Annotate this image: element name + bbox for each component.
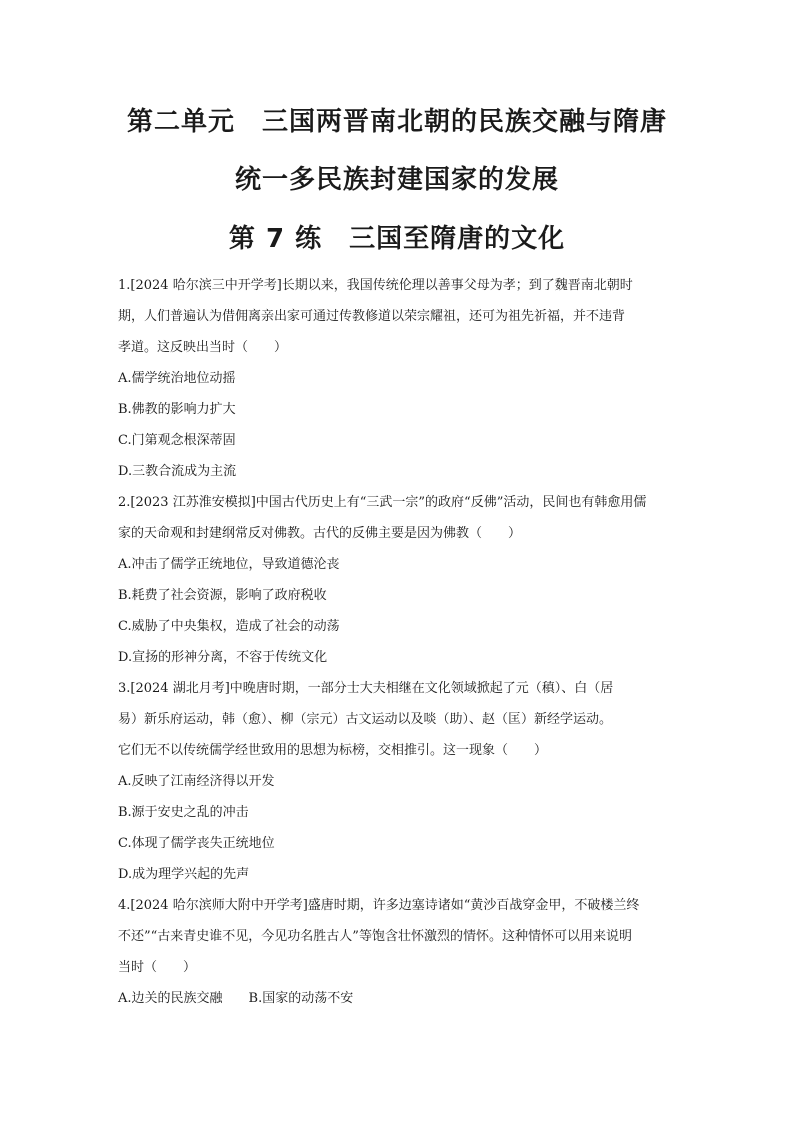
lesson-title: 第 7 练 三国至隋唐的文化: [228, 224, 566, 254]
option-line: B.佛教的影响力扩大: [118, 402, 236, 417]
text-line: 1.[2024 哈尔滨三中开学考]长期以来，我国传统伦理以善事父母为孝；到了魏晋南北朝时: [118, 278, 633, 293]
option-line: B.耗费了社会资源，影响了政府税收: [118, 588, 327, 603]
text-line: 家的天命观和封建纲常反对佛教。古代的反佛主要是因为佛教（ ）: [118, 526, 522, 541]
text-line: 不还”“古来青史谁不见，今见功名胜古人”等饱含壮怀激烈的情怀。这种情怀可以用来说明: [118, 929, 632, 944]
text-line: 当时（ ）: [118, 960, 197, 975]
option-line: A.冲击了儒学正统地位，导致道德沦丧: [118, 557, 340, 572]
option-line: C.威胁了中央集权，造成了社会的动荡: [118, 619, 340, 634]
option-line: D.成为理学兴起的先声: [118, 867, 250, 882]
option-line: D.三教合流成为主流: [118, 464, 237, 479]
unit-subtitle: 统一多民族封建国家的发展: [234, 165, 559, 195]
option-line: C.体现了儒学丧失正统地位: [118, 836, 275, 851]
option-line: A.边关的民族交融 B.国家的动荡不安: [118, 991, 354, 1006]
option-line: C.门第观念根深蒂固: [118, 433, 236, 448]
unit-title: 第二单元 三国两晋南北朝的民族交融与隋唐: [126, 107, 667, 137]
text-line: 孝道。这反映出当时（ ）: [118, 340, 288, 355]
option-line: A.反映了江南经济得以开发: [118, 774, 275, 789]
text-line: 3.[2024 湖北月考]中晚唐时期，一部分士大夫相继在文化领域掀起了元（稹）、白（居: [118, 681, 614, 696]
text-line: 期，人们普遍认为借佣离亲出家可通过传教修道以荣宗耀祖，还可为祖先祈福，并不违背: [118, 309, 626, 324]
text-line: 2.[2023 江苏淮安模拟]中国古代历史上有“三武一宗”的政府“反佛”活动，民间也有韩愈用儒: [118, 495, 647, 510]
text-line: 4.[2024 哈尔滨师大附中开学考]盛唐时期，许多边塞诗诸如“黄沙百战穿金甲，不破楼兰终: [118, 898, 640, 913]
option-line: D.宣扬的形神分离，不容于传统文化: [118, 650, 328, 665]
option-line: B.源于安史之乱的冲击: [118, 805, 249, 820]
text-line: 它们无不以传统儒学经世致用的思想为标榜，交相推引。这一现象（ ）: [118, 743, 548, 758]
option-line: A.儒学统治地位动摇: [118, 371, 236, 386]
text-line: 易）新乐府运动，韩（愈）、柳（宗元）古文运动以及啖（助）、赵（匡）新经学运动。: [118, 712, 613, 727]
